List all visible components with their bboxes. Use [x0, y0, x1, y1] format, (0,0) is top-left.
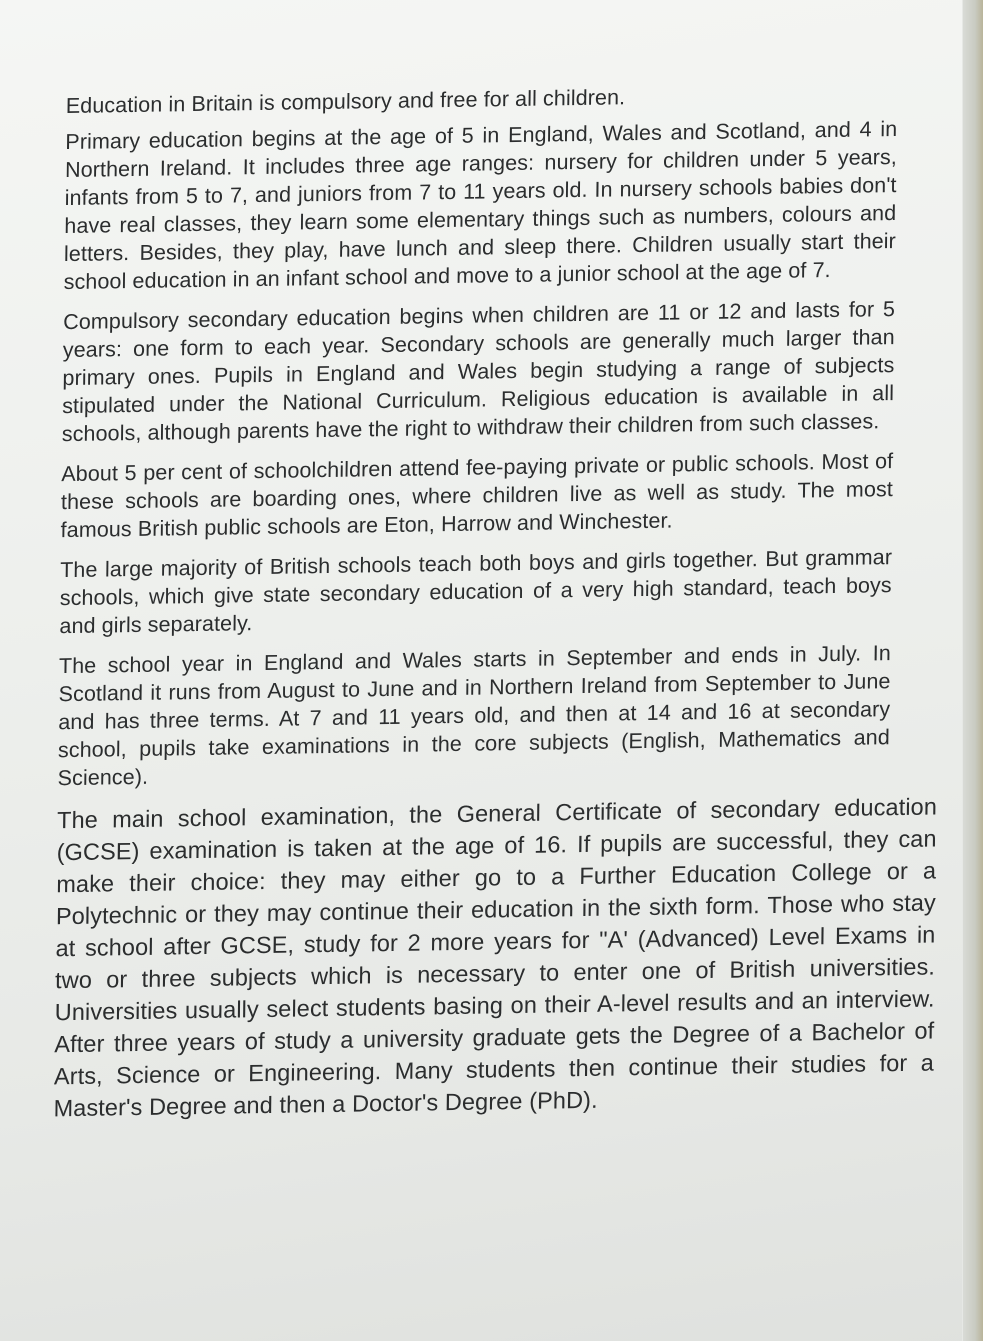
paragraph-primary-education: Primary education begins at the age of 5 in England, Wales and Scotland, and 4 in Northern Ireland. It includes three age ranges: nursery for children under 5 years, infants from 5 to 7, and juniors from 7 to 11 years old. In nursery schools babies don't have real classes, they learn some elementary things such as numbers, colours and letters. Besides, they play, have lunch and sleep there. Children usually start their school education in an infant school and move to a junior school at the age of 7. — [63, 116, 898, 295]
document-text — [53, 79, 938, 1136]
paragraph-intro: Education in Britain is compulsory and free for all children. — [65, 85, 626, 119]
paragraph-secondary-education: Compulsory secondary education begins when children are 11 or 12 and lasts for 5 years: one form to each year. Secondary schools are generally much larger than primary ones. Pupils in England and Wales begin studying a range of subjects stipulated under the National Curriculum. Religious education is available in all schools, although parents have the right to withdraw their children from such classes. — [61, 297, 896, 447]
paper-edge — [963, 0, 983, 1341]
paragraph-school-year: The school year in England and Wales starts in September and ends in July. In Scotland it runs from August to June and in Northern Ireland from September to June and has three terms. At 7 and 11 years old, and then at 14 and 16 at secondary school, pupils take examinations in the core subjects (English, Mathematics and Science). — [57, 641, 892, 791]
paragraph-mixed-schools: The large majority of British schools teach both boys and girls together. But grammar schools, which give state secondary education of a very high standard, teach boys and girls separately. — [59, 545, 893, 639]
paragraph-examinations: The main school examination, the General Certificate of secondary education (GCSE) examination is taken at the age of 16. If pupils are successful, they can make their choice: they may either go to a Further Education College or a Polytechnic or they may continue their education in the sixth form. Those who stay at school after GCSE, study for 2 more years for "A' (Advanced) Level Exams in two or three subjects which is necessary to enter one of British universities. Universities usually select students basing on their A-level results and an interview. After three years of study a university graduate gets the Degree of a Bachelor of Arts, Science or Engineering. Many students then continue their studies for a Master's Degree and then a Doctor's Degree (PhD). — [53, 793, 938, 1122]
paragraph-private-schools: About 5 per cent of schoolchildren attend fee-paying private or public schools. Most of these schools are boarding ones, where children live as well as study. The most famous British public schools are Eton, Harrow and Winchester. — [60, 449, 894, 543]
